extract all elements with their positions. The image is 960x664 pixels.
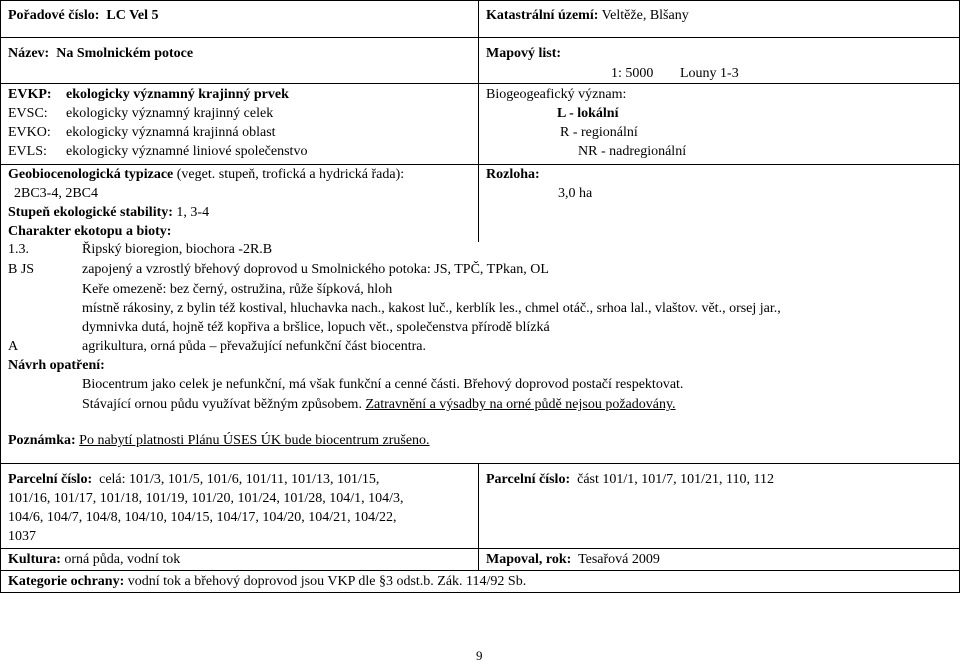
row-divider-2 bbox=[0, 83, 960, 84]
biogeo-lokalni: L - lokální bbox=[557, 106, 619, 121]
parcely-left-value1: celá: 101/3, 101/5, 101/6, 101/11, 101/13, 101/15, bbox=[99, 472, 380, 487]
column-divider-top bbox=[478, 0, 479, 242]
charakter-b-line3: místně rákosiny, z bylin též kostival, hluchavka nach., kakost luč., kerblík les., chmel otáč., srhoa lal., vlaštov. vět., orsej jar., bbox=[82, 301, 781, 316]
navrh-label: Návrh opatření: bbox=[8, 358, 105, 373]
legend-code-evsc: EVSC: bbox=[8, 106, 48, 121]
poradove-cislo-value: LC Vel 5 bbox=[106, 8, 159, 23]
biogeo-regionalni: R - regionální bbox=[560, 125, 638, 140]
mapoval bbox=[486, 552, 660, 568]
mapovy-list-sheet: Louny 1-3 bbox=[680, 66, 739, 81]
parcely-left-line3: 104/6, 104/7, 104/8, 104/10, 104/15, 104/17, 104/20, 104/21, 104/22, bbox=[8, 510, 397, 525]
row-divider-3 bbox=[0, 164, 960, 165]
charakter-b-code: B JS bbox=[8, 262, 35, 277]
legend-text-evkp: ekologicky významný krajinný prvek bbox=[66, 87, 289, 102]
geobio-note: (veget. stupeň, trofická a hydrická řada): bbox=[176, 167, 405, 182]
kultura bbox=[8, 552, 180, 568]
parcely-right-value: část 101/1, 101/7, 101/21, 110, 112 bbox=[577, 472, 775, 487]
column-divider-bottom bbox=[478, 463, 479, 571]
charakter-b-line4: dymnivka dutá, hojně též kopřiva a bršlice, lopuch vět., společenstva přírodě blízká bbox=[82, 320, 550, 335]
poznamka bbox=[8, 433, 430, 449]
mapovy-list-label: Mapový list: bbox=[486, 46, 562, 61]
nazev bbox=[8, 46, 193, 62]
mapoval-value: Tesařová 2009 bbox=[578, 552, 660, 567]
kultura-label: Kultura: bbox=[8, 552, 61, 567]
poradove-cislo-label: Pořadové číslo: bbox=[8, 8, 100, 23]
parcely-left-line4: 1037 bbox=[8, 529, 36, 544]
parcely-right bbox=[486, 472, 774, 488]
legend-text-evko: ekologicky významná krajinná oblast bbox=[66, 125, 276, 140]
poznamka-label: Poznámka: bbox=[8, 433, 76, 448]
legend-code-evls: EVLS: bbox=[8, 144, 47, 159]
navrh-line1: Biocentrum jako celek je nefunkční, má však funkční a cenné části. Břehový doprovod postačí respektovat. bbox=[82, 377, 684, 392]
poradove-cislo bbox=[8, 8, 159, 24]
navrh-line2 bbox=[82, 397, 676, 413]
legend-code-evkp: EVKP: bbox=[8, 87, 52, 102]
biogeo-label: Biogeogeafický význam: bbox=[486, 87, 627, 102]
katastralni-uzemi-label: Katastrální území: bbox=[486, 8, 599, 23]
parcely-right-label: Parcelní číslo: bbox=[486, 472, 571, 487]
parcely-left-line1 bbox=[8, 472, 379, 488]
nazev-value: Na Smolnickém potoce bbox=[56, 46, 194, 61]
page-number: 9 bbox=[476, 648, 483, 663]
biogeo-nadregionalni: NR - nadregionální bbox=[578, 144, 687, 159]
mapoval-label: Mapoval, rok: bbox=[486, 552, 572, 567]
rozloha-value: 3,0 ha bbox=[558, 186, 593, 201]
table-top-border bbox=[0, 0, 960, 1]
charakter-label: Charakter ekotopu a bioty: bbox=[8, 224, 172, 239]
kategorie-ochrany bbox=[8, 574, 526, 590]
legend-text-evsc: ekologicky významný krajinný celek bbox=[66, 106, 274, 121]
rozloha-label: Rozloha: bbox=[486, 167, 540, 182]
katastralni-uzemi-value: Veltěže, Blšany bbox=[601, 8, 689, 23]
kategorie-value: vodní tok a břehový doprovod jsou VKP dle §3 odst.b. Zák. 114/92 Sb. bbox=[127, 574, 527, 589]
charakter-b-line2: Keře omezeně: bez černý, ostružina, růže šípková, hloh bbox=[82, 282, 393, 297]
kategorie-label: Kategorie ochrany: bbox=[8, 574, 125, 589]
charakter-a-code: A bbox=[8, 339, 19, 354]
mapovy-list-scale: 1: 5000 bbox=[611, 66, 654, 81]
legend-code-evko: EVKO: bbox=[8, 125, 51, 140]
charakter-region: Řipský bioregion, biochora -2R.B bbox=[82, 242, 273, 257]
charakter-b-line1: zapojený a vzrostlý břehový doprovod u Smolnického potoka: JS, TPČ, TPkan, OL bbox=[82, 262, 549, 277]
stabilita bbox=[8, 205, 209, 221]
parcely-left-line2: 101/16, 101/17, 101/18, 101/19, 101/20, 101/24, 101/28, 104/1, 104/3, bbox=[8, 491, 404, 506]
legend-text-evls: ekologicky významné liniové společenstvo bbox=[66, 144, 308, 159]
row-divider-4 bbox=[0, 463, 960, 464]
navrh-line2-underlined: Zatravnění a výsadby na orné půdě nejsou požadovány. bbox=[365, 397, 676, 412]
table-bottom-border bbox=[0, 592, 960, 593]
stabilita-label: Stupeň ekologické stability: bbox=[8, 205, 173, 220]
charakter-a-line: agrikultura, orná půda – převažující nefunkční část biocentra. bbox=[82, 339, 427, 354]
row-divider-5 bbox=[0, 548, 960, 549]
nazev-label: Název: bbox=[8, 46, 50, 61]
charakter-code: 1.3. bbox=[8, 242, 29, 257]
navrh-line2-plain: Stávající ornou půdu využívat běžným způsobem. bbox=[82, 397, 366, 412]
geobio-heading bbox=[8, 167, 404, 183]
poznamka-value: Po nabytí platnosti Plánu ÚSES ÚK bude biocentrum zrušeno. bbox=[79, 433, 430, 448]
katastralni-uzemi bbox=[486, 8, 689, 24]
geobio-value: 2BC3-4, 2BC4 bbox=[14, 186, 99, 201]
row-divider-1 bbox=[0, 37, 960, 38]
row-divider-6 bbox=[0, 570, 960, 571]
kultura-value: orná půda, vodní tok bbox=[64, 552, 181, 567]
stabilita-value: 1, 3-4 bbox=[176, 205, 210, 220]
left-border bbox=[0, 0, 1, 593]
parcely-left-label: Parcelní číslo: bbox=[8, 472, 93, 487]
geobio-label: Geobiocenologická typizace bbox=[8, 167, 174, 182]
